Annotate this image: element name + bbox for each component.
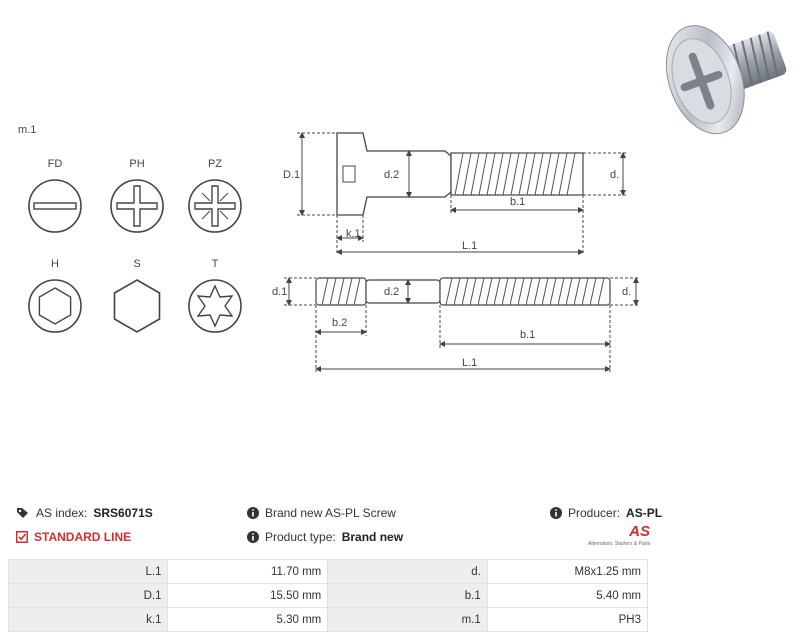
description (247, 506, 396, 520)
as-index (16, 506, 153, 520)
tags-icon (16, 507, 30, 519)
as-index-value: SRS6071S (93, 506, 153, 520)
head-type-code: PZ (207, 158, 223, 170)
spec-value: 15.50 mm (168, 584, 328, 608)
dim-label-k1: k.1 (346, 228, 361, 240)
standard-line-label: STANDARD LINE (34, 530, 132, 544)
spec-value: M8x1.25 mm (487, 560, 647, 584)
producer (550, 506, 662, 520)
screw-drawing-countersunk (275, 118, 635, 268)
head-type-ph (107, 158, 167, 241)
head-type-code: FD (47, 158, 63, 170)
dim-label-d: d. (610, 169, 620, 181)
head-type-fd (25, 158, 85, 241)
logo-mark: AS (629, 523, 650, 540)
dim-label-b2: b.2 (332, 317, 348, 329)
phillips-icon (107, 176, 167, 236)
product-photo (655, 0, 800, 150)
product-type (247, 530, 403, 544)
product-type-value: Brand new (341, 530, 404, 544)
standard-line (16, 530, 131, 544)
spec-value: 5.30 mm (168, 608, 328, 632)
table-row (9, 608, 648, 632)
dim-label-D1: D.1 (283, 169, 301, 181)
pozidriv-icon (185, 176, 245, 236)
dim-label-L1: L.1 (462, 357, 478, 369)
spec-key: b.1 (328, 584, 488, 608)
producer-label: Producer: (568, 506, 621, 520)
spec-key: m.1 (328, 608, 488, 632)
table-row (9, 584, 648, 608)
dim-label-d2: d.2 (384, 286, 400, 298)
head-type-pz (185, 158, 245, 241)
hex-head-icon (107, 276, 167, 336)
head-type-code: PH (129, 158, 145, 170)
hex-socket-icon (25, 276, 85, 336)
torx-icon (185, 276, 245, 336)
info-icon (247, 531, 259, 543)
flat-slot-icon (25, 176, 85, 236)
table-row (9, 560, 648, 584)
screw-drawing-stud (270, 268, 645, 378)
as-pl-logo (588, 524, 650, 547)
head-type-s (107, 258, 167, 341)
dim-label-b1: b.1 (520, 329, 536, 341)
head-type-code: S (133, 258, 141, 270)
specs-table (8, 559, 648, 632)
producer-value: AS-PL (626, 506, 663, 520)
dim-label-d2: d.2 (384, 169, 400, 181)
dim-label-d: d. (622, 286, 632, 298)
info-icon (550, 507, 562, 519)
spec-key: D.1 (9, 584, 168, 608)
spec-value: 5.40 mm (487, 584, 647, 608)
spec-key: L.1 (9, 560, 168, 584)
logo-tagline: Alternators, Starters & Parts (588, 541, 651, 547)
dim-label-b1: b.1 (510, 196, 526, 208)
check-square-icon (16, 531, 28, 543)
description-text: Brand new AS-PL Screw (265, 506, 396, 520)
spec-value: 11.70 mm (168, 560, 328, 584)
head-type-h (25, 258, 85, 341)
head-type-code: T (211, 258, 219, 270)
as-index-label: AS index: (36, 506, 88, 520)
head-type-code: H (51, 258, 59, 270)
product-type-label: Product type: (265, 530, 336, 544)
dim-label-L1: L.1 (462, 240, 478, 252)
info-icon (247, 507, 259, 519)
dim-label-d1: d.1 (272, 286, 288, 298)
spec-value: PH3 (487, 608, 647, 632)
head-types-label: m.1 (18, 124, 37, 136)
spec-key: d. (328, 560, 488, 584)
head-type-t (185, 258, 245, 341)
spec-key: k.1 (9, 608, 168, 632)
